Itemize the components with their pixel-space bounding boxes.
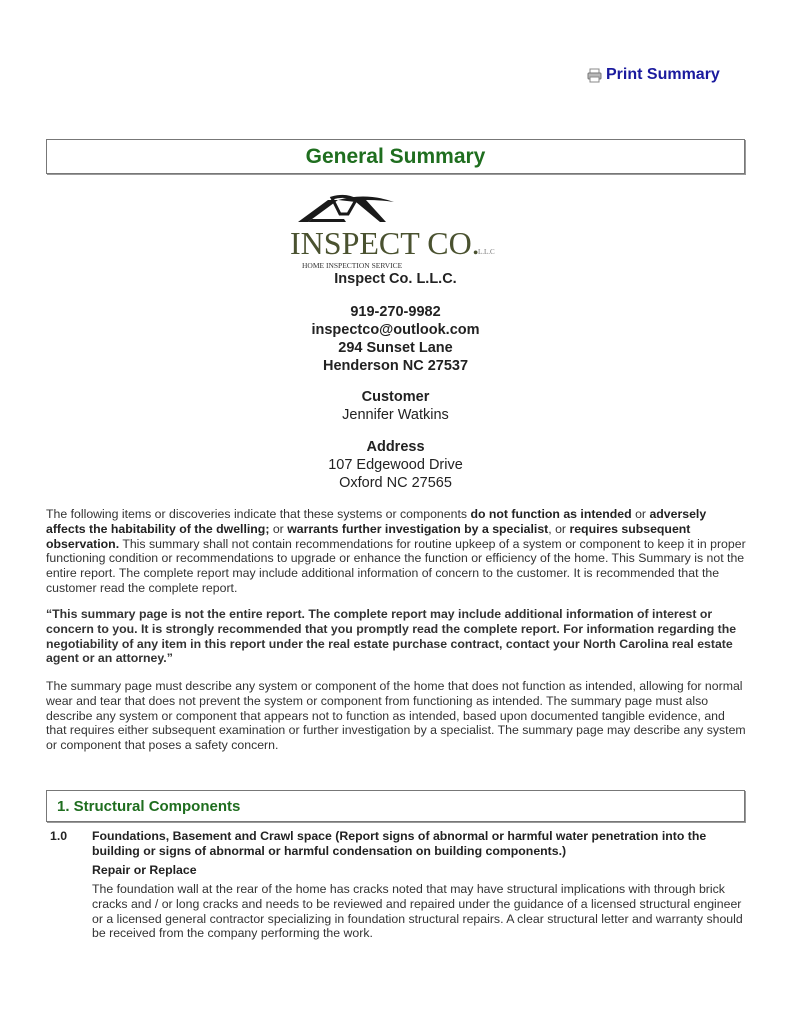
intro-text: This summary shall not contain recommendations for routine upkeep of a system or component to keep it in proper functioning condition or recommendations to upgrade or enhance the function or efficiency of the home. This Summary is not the entire report. The complete report may include additional information of concern to the customer. It is recommended that the customer read the complete report. <box>46 536 746 595</box>
item-title: Foundations, Basement and Crawl space (Report signs of abnormal or harmful water penetration into the building or signs of abnormal or harmful condensation on building components.) <box>92 829 707 858</box>
printer-icon <box>587 68 602 83</box>
address-label: Address <box>366 439 425 455</box>
company-street: 294 Sunset Lane <box>338 340 453 356</box>
address-city: Oxford NC 27565 <box>339 475 452 491</box>
customer-label: Customer <box>361 389 430 405</box>
logo-tagline: HOME INSPECTION SERVICE <box>302 261 403 270</box>
section-header-structural <box>46 790 745 822</box>
intro-emphasis: warrants further investigation by a specialist <box>287 521 549 536</box>
intro-paragraph <box>46 507 746 596</box>
section-title: 1. Structural Components <box>57 797 241 815</box>
intro-text: or <box>631 507 650 521</box>
company-logo <box>286 192 506 270</box>
logo-main-text: INSPECT CO. <box>290 225 480 261</box>
company-city: Henderson NC 27537 <box>322 358 469 374</box>
customer-block <box>0 388 791 424</box>
page-title-box <box>46 139 745 174</box>
customer-name: Jennifer Watkins <box>342 407 449 423</box>
summary-description: The summary page must describe any system or component of the home that does not function as intended, allowing for normal wear and tear that does not prevent the system or component from functioning as intended. The summary page must also describe any system or component that appears not to function as intended, based upon documented tangible evidence, and that requires either subsequent examination or further investigation by a specialist. The summary page may describe any system or component that poses a safety concern. <box>46 679 746 753</box>
intro-text: , or <box>548 521 570 536</box>
company-contact <box>0 303 791 375</box>
item-number: 1.0 <box>50 829 68 843</box>
intro-emphasis: adversely affects the habitability of the dwelling; <box>46 507 707 536</box>
roof-icon <box>298 196 394 222</box>
intro-emphasis: requires subsequent observation. <box>46 521 691 551</box>
intro-text: or <box>269 521 288 536</box>
company-email: inspectco@outlook.com <box>311 322 480 338</box>
intro-text: The following items or discoveries indicate that these systems or components <box>46 507 471 521</box>
item-status: Repair or Replace <box>92 863 197 877</box>
item-body: The foundation wall at the rear of the home has cracks noted that may have structural implications with through brick cracks and / or long cracks and needs to be reviewed and repaired under the guidance of a licensed structural engineer or a licensed general contractor specializing in foundation structural repairs. A clear structural letter and warranty should be received from the company performing the work. <box>92 882 743 941</box>
address-street: 107 Edgewood Drive <box>328 457 463 473</box>
intro-emphasis: do not function as intended <box>470 507 632 521</box>
print-summary-link[interactable] <box>587 66 720 84</box>
address-block <box>0 438 791 492</box>
company-name: Inspect Co. L.L.C. <box>334 271 457 287</box>
disclaimer-quote: “This summary page is not the entire report. The complete report may include additional information of interest or concern to you. It is strongly recommended that you promptly read the complete report. For information regarding the negotiability of any item in this report under the real estate purchase contract, contact your North Carolina real estate agent or an attorney.” <box>46 607 737 666</box>
logo-suffix: L.L.C <box>478 248 495 256</box>
company-phone: 919-270-9982 <box>350 304 441 320</box>
print-summary-label: Print Summary <box>606 66 720 83</box>
page-title: General Summary <box>305 144 486 168</box>
